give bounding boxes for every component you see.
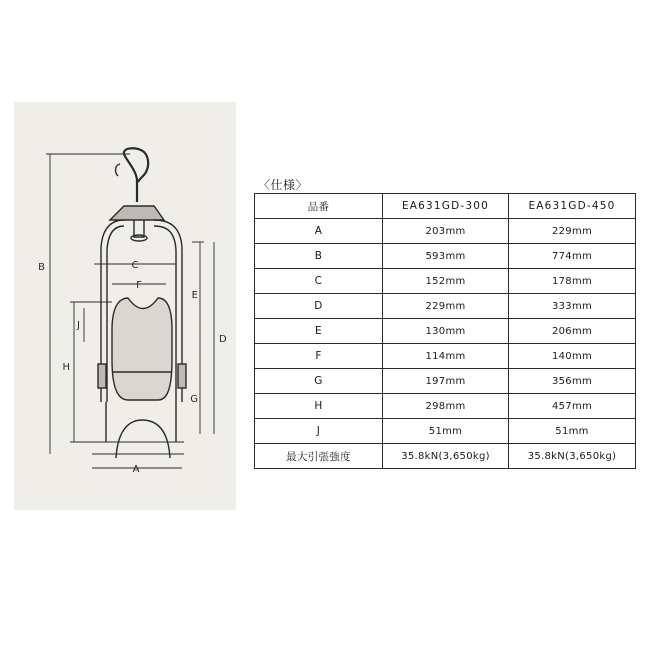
row-label: H [255, 394, 383, 419]
value-450: 35.8kN(3,650kg) [509, 444, 636, 469]
spec-row-h [255, 394, 636, 419]
value-300: 229mm [383, 294, 509, 319]
value-450: 457mm [509, 394, 636, 419]
spec-row-d [255, 294, 636, 319]
pulley-diagram-panel [14, 102, 236, 510]
spec-row-e [255, 319, 636, 344]
dimension-label-c: C [131, 260, 139, 271]
dimension-label-b: B [38, 262, 45, 273]
value-300: 593mm [383, 244, 509, 269]
spec-row-g [255, 369, 636, 394]
spec-row-f [255, 344, 636, 369]
hook-icon [124, 148, 148, 202]
value-450: 51mm [509, 419, 636, 444]
dimension-label-j: J [77, 320, 80, 331]
swivel-head [110, 206, 164, 220]
spec-table [254, 193, 636, 469]
spec-title: 〈仕様〉 [258, 178, 309, 192]
row-label: G [255, 369, 383, 394]
sheave [112, 298, 172, 400]
header-model-300: EA631GD-300 [383, 194, 509, 219]
value-300: 197mm [383, 369, 509, 394]
value-450: 229mm [509, 219, 636, 244]
row-label: D [255, 294, 383, 319]
value-450: 774mm [509, 244, 636, 269]
dimension-label-g: G [190, 394, 198, 405]
header-part-number: 品番 [255, 194, 383, 219]
dimension-label-h: H [62, 362, 70, 373]
row-label: 最大引張強度 [255, 444, 383, 469]
row-label: F [255, 344, 383, 369]
dimension-label-e: E [191, 290, 198, 301]
value-450: 178mm [509, 269, 636, 294]
row-label: E [255, 319, 383, 344]
spec-row-a [255, 219, 636, 244]
dimension-label-f: F [136, 280, 142, 291]
spec-row-b [255, 244, 636, 269]
value-300: 35.8kN(3,650kg) [383, 444, 509, 469]
value-300: 298mm [383, 394, 509, 419]
row-label: A [255, 219, 383, 244]
value-300: 130mm [383, 319, 509, 344]
dimension-label-d: D [219, 334, 227, 345]
pulley-block-diagram [14, 102, 236, 510]
row-label: B [255, 244, 383, 269]
value-450: 356mm [509, 369, 636, 394]
row-label: C [255, 269, 383, 294]
dimension-label-a: A [132, 464, 140, 475]
value-450: 333mm [509, 294, 636, 319]
value-450: 206mm [509, 319, 636, 344]
row-label: J [255, 419, 383, 444]
spec-header-row [255, 194, 636, 219]
value-300: 152mm [383, 269, 509, 294]
value-300: 114mm [383, 344, 509, 369]
spec-row-c [255, 269, 636, 294]
spec-row-j [255, 419, 636, 444]
value-300: 51mm [383, 419, 509, 444]
spec-row-max-tensile-strength [255, 444, 636, 469]
value-450: 140mm [509, 344, 636, 369]
value-300: 203mm [383, 219, 509, 244]
header-model-450: EA631GD-450 [509, 194, 636, 219]
